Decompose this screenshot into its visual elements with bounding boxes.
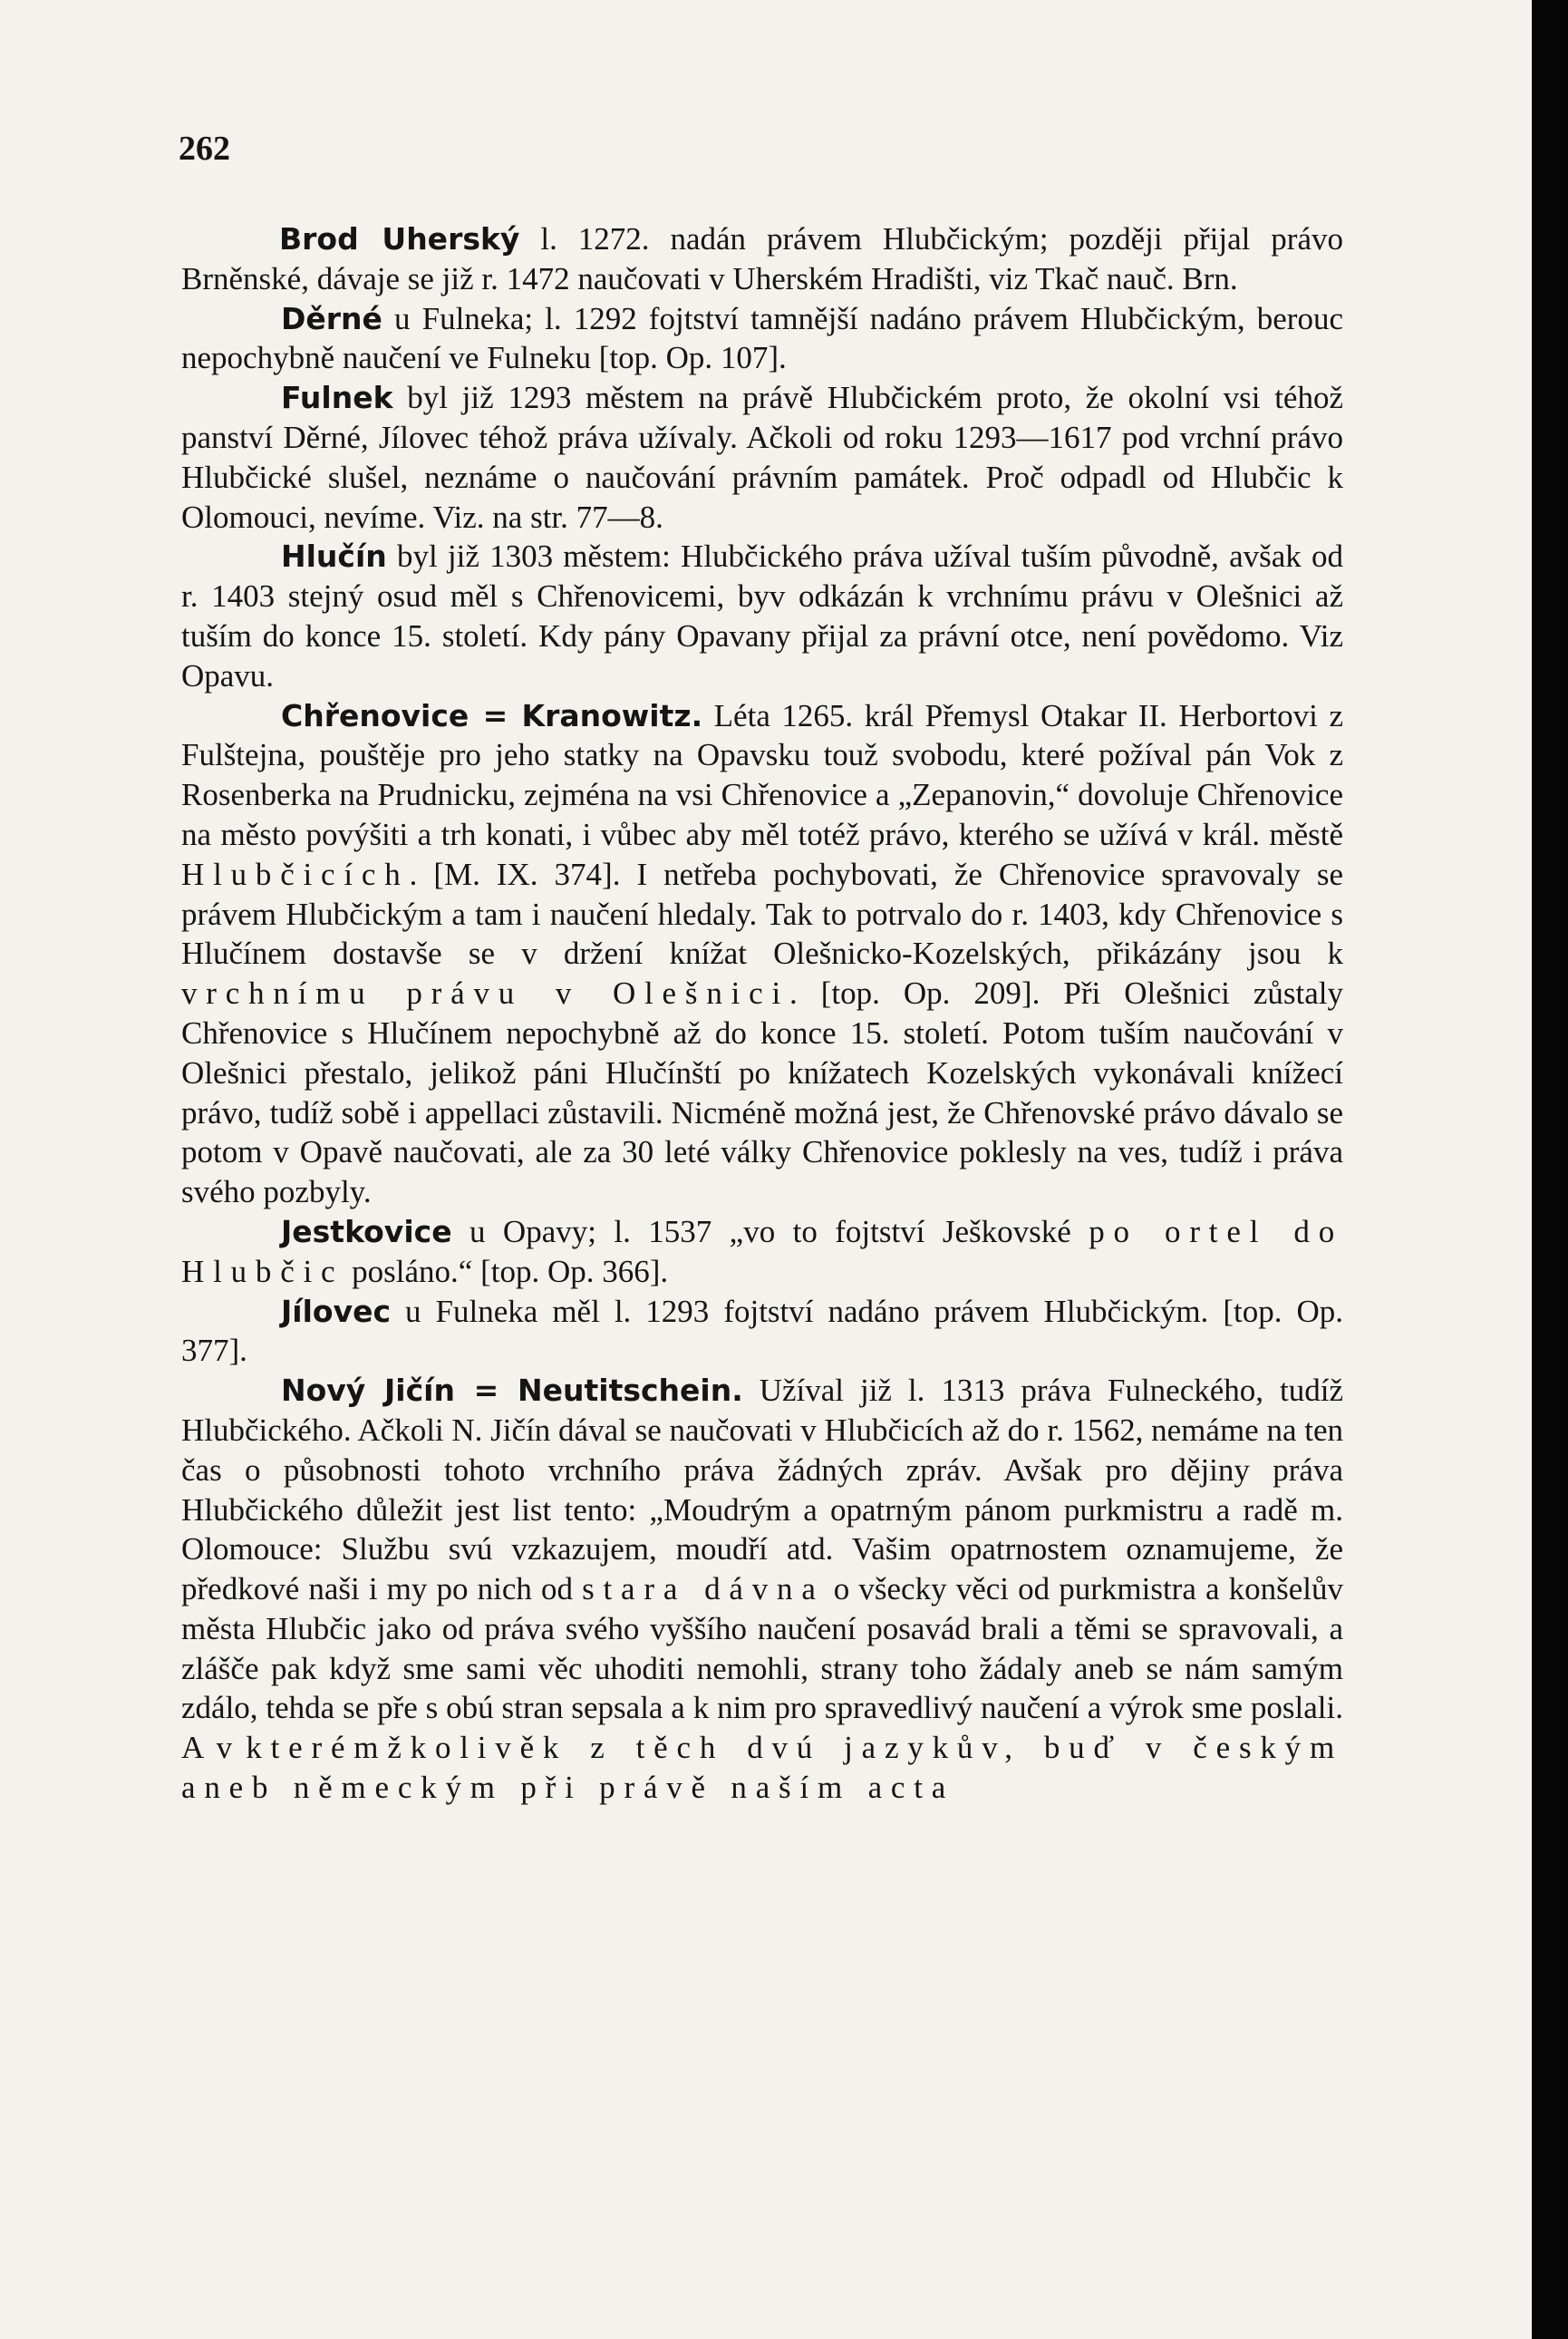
headword: Děrné xyxy=(281,300,382,336)
spaced-emphasis: Hlubčicích xyxy=(181,856,410,892)
entry-text: Užíval již l. 1313 práva Fulneckého, tudíž Hlubčického. Ačkoli N. Jičín dával se naučovati v Hlubčicích až do r. 1562, nemáme na ten čas o působnosti tohoto vrchního práva žádných zpráv. Avšak pro dějiny práva Hlubčického důležit jest list tento: „Moudrým a opatrným pánom purkmistru a radě m. Olomouce: Službu svú vzkazujem, moudří atd. Vašim opatrnostem oznamujeme, že předkové naši i my po nich od xyxy=(181,1373,1343,1607)
entry-brod-uhersky xyxy=(181,219,1343,299)
entry-text: o všecky věci od purkmistra a konšelův města Hlubčic jako od práva svého vyššího naučení posavád brali a těmi se spravovali, a zlášče pak když sme sami věc uhoditi nemohli, strany toho žádaly aneb se nám samým zdálo, tehda se pře s obú stran sepsala a k nim pro spravedlivý naučení a výrok sme poslali. A v xyxy=(181,1571,1343,1766)
entry-text: u Fulneka; l. 1292 fojtství tamnější nadáno právem Hlubčickým, berouc nepochybně naučení ve Fulneku [top. Op. 107]. xyxy=(181,300,1343,376)
entry-text: u Opavy; l. 1537 „vo to fojtství Ješkovské xyxy=(451,1213,1089,1249)
entry-text: Léta 1265. král Přemysl Otakar II. Herbortovi z Fulštejna, pouštěje pro jeho statky na Opavsku touž svobodu, které požíval pán Vok z Rosenberka na Prudnicku, zejména na vsi Chřenovice a „Zepanovin,“ dovoluje Chřenovice na město povýšiti a trh konati, i vůbec aby měl totéž právo, kterého se užívá v král. městě xyxy=(181,697,1343,852)
spaced-emphasis: stara dávna xyxy=(582,1571,825,1607)
entry-text: . [M. IX. 374]. I netřeba pochybovati, že Chřenovice spravovaly se právem Hlubčickým a tam i naučení hledaly. Tak to potrvalo do r. 1403, kdy Chřenovice s Hlučínem dostavše se v držení knížat Olešnicko-Kozelských, přikázány jsou k xyxy=(181,856,1343,972)
page-number: 262 xyxy=(179,130,230,168)
entry-hlucin xyxy=(181,537,1343,695)
spaced-emphasis: kterémžkolivěk z těch dvú jazykův, buď v českým aneb německým při právě naším acta xyxy=(181,1730,1343,1806)
entry-chrenovice xyxy=(181,696,1343,1212)
scan-edge xyxy=(1532,0,1568,2339)
headword: Nový Jičín = Neutitschein. xyxy=(281,1373,743,1409)
page-text xyxy=(181,219,1343,1808)
entry-jilovec xyxy=(181,1292,1343,1372)
spaced-emphasis: po ortel do Hlubčic xyxy=(181,1213,1343,1289)
headword: Hlučín xyxy=(281,539,387,575)
entry-text: . [top. Op. 209]. Při Olešnici zůstaly Chřenovice s Hlučínem nepochybně až do konce 15. století. Potom tuším naučování v Olešnici přestalo, jelikož páni Hlučínští po knížatech Kozelských vykonávali knížecí právo, tudíž sobě i appellaci zůstavili. Nicméně možná jest, že Chřenovské právo dávalo se potom v Opavě naučovati, ale za 30 leté války Chřenovice poklesly na ves, tudíž i práva svého pozbyly. xyxy=(181,975,1343,1210)
headword: Fulnek xyxy=(281,380,393,416)
entry-derne xyxy=(181,299,1343,379)
entry-text: l. 1272. nadán právem Hlubčickým; později přijal právo Brněnské, dávaje se již r. 1472 naučovati v Uherském Hradišti, viz Tkač nauč. Brn. xyxy=(181,221,1343,296)
entry-text: byl již 1293 městem na právě Hlubčickém proto, že okolní vsi téhož panství Děrné, Jílovec téhož práva užívaly. Ačkoli od roku 1293—1617 pod vrchní právo Hlubčické slušel, neznáme o naučování právním památek. Proč odpadl od Hlubčic k Olomouci, nevíme. Viz. na str. 77—8. xyxy=(181,380,1343,535)
entry-fulnek xyxy=(181,378,1343,537)
entry-novy-jicin xyxy=(181,1371,1343,1808)
entry-jestkovice xyxy=(181,1212,1343,1292)
entry-text: posláno.“ [top. Op. 366]. xyxy=(344,1253,669,1289)
spaced-emphasis: vrchnímu právu v Olešnici xyxy=(181,975,789,1012)
headword: Chřenovice = Kranowitz. xyxy=(281,697,703,733)
headword: Brod Uherský xyxy=(279,221,520,257)
entry-text: u Fulneka měl l. 1293 fojtství nadáno právem Hlubčickým. [top. Op. 377]. xyxy=(181,1293,1343,1369)
entry-text: byl již 1303 městem: Hlubčického práva užíval tuším původně, avšak od r. 1403 stejný osud měl s Chřenovicemi, byv odkázán k vrchnímu právu v Olešnici až tuším do konce 15. století. Kdy pány Opavany přijal za právní otce, není povědomo. Viz Opavu. xyxy=(181,539,1343,694)
headword: Jestkovice xyxy=(281,1213,452,1249)
headword: Jílovec xyxy=(281,1293,392,1329)
